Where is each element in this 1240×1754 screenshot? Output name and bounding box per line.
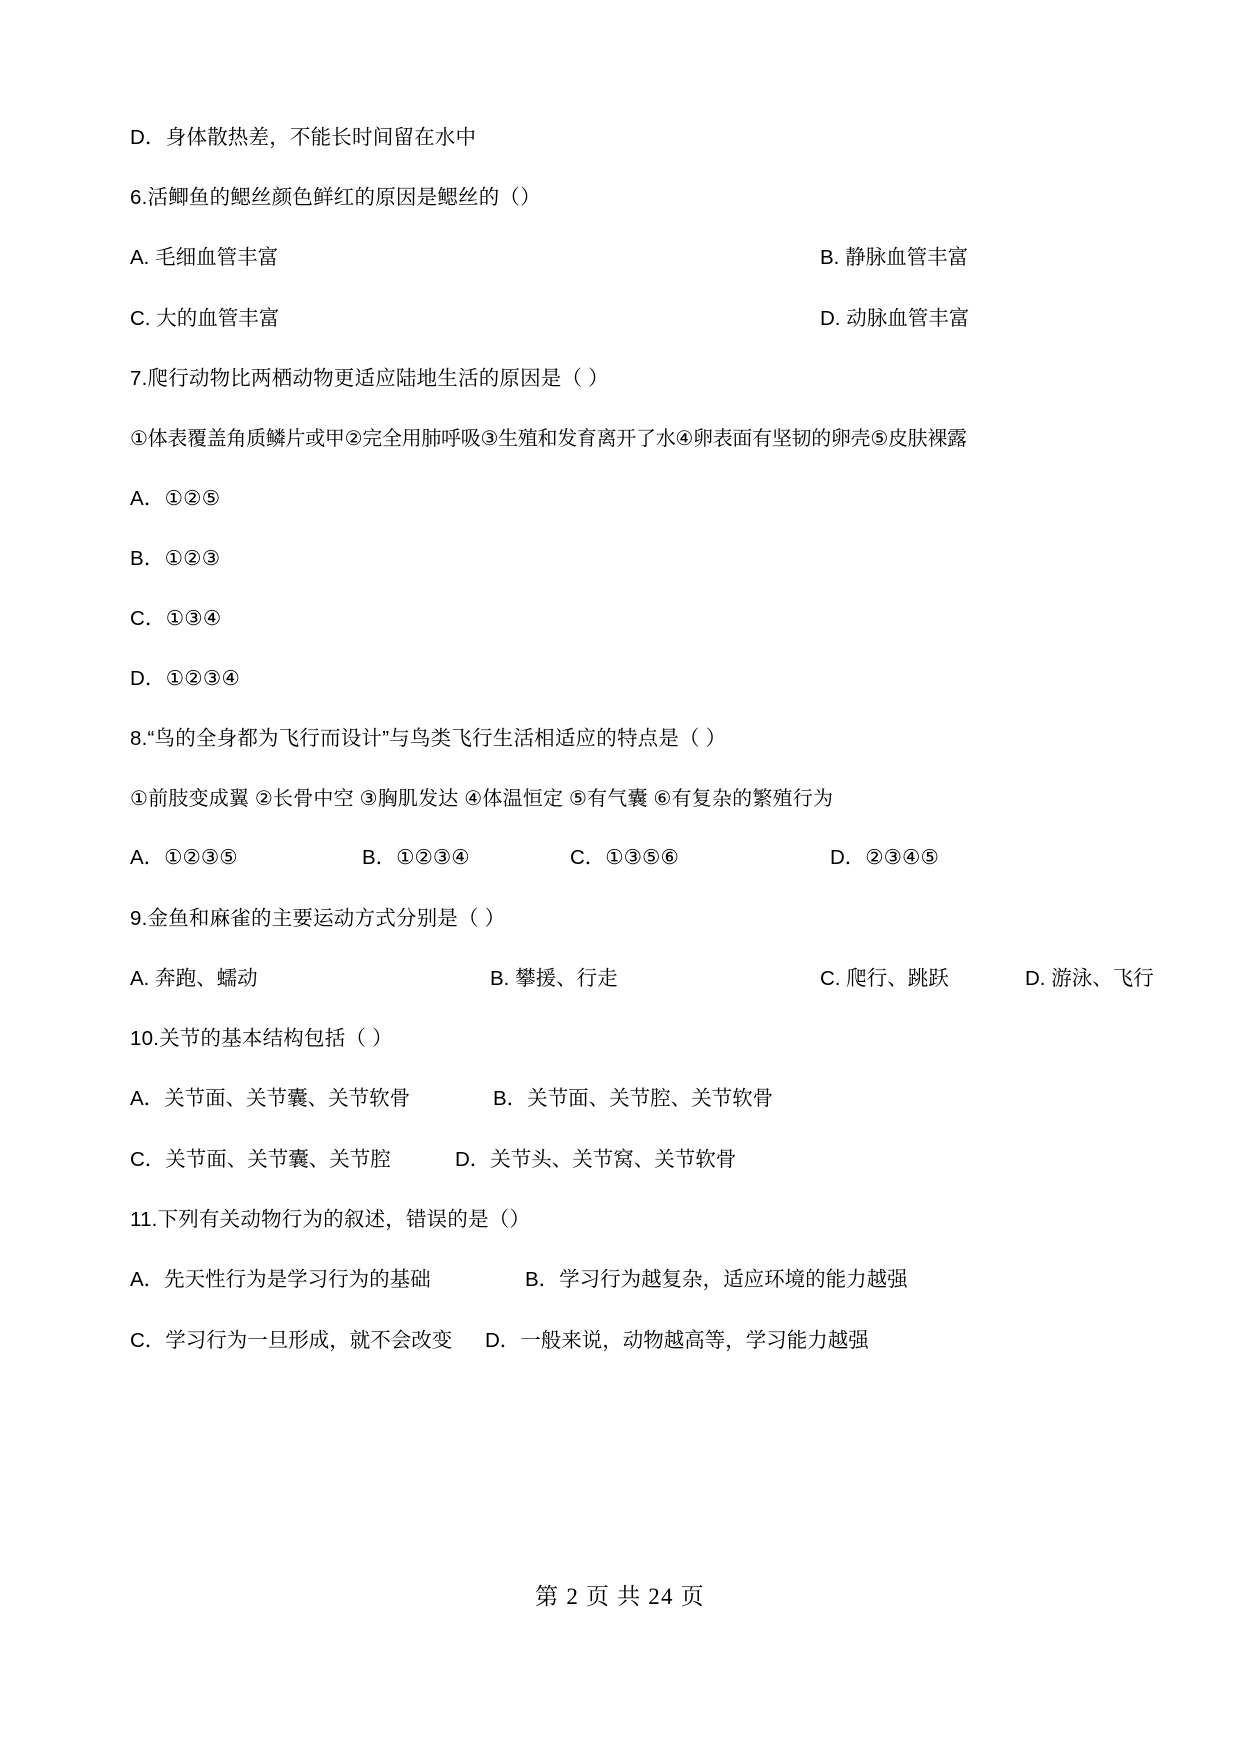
question-8-stem: 8.“鸟的全身都为飞行而设计”与鸟类飞行生活相适应的特点是（ ） bbox=[130, 726, 727, 750]
question-8-option-d: D．②③④⑤ bbox=[830, 846, 939, 869]
question-11-options-row-2 bbox=[130, 1328, 1110, 1352]
question-10-option-b: B．关节面、关节腔、关节软骨 bbox=[493, 1087, 774, 1110]
question-7-option-d: D．①②③④ bbox=[130, 666, 241, 690]
question-10-options-row-1 bbox=[130, 1089, 1110, 1110]
question-6-option-b: B. 静脉血管丰富 bbox=[820, 246, 969, 269]
question-7-items: ①体表覆盖角质鳞片或甲②完全用肺呼吸③生殖和发育离开了水④卵表面有坚韧的卵壳⑤皮肤裸露 bbox=[130, 428, 967, 450]
question-10-option-c: C．关节面、关节囊、关节腔 bbox=[130, 1147, 391, 1171]
question-10-options-row-2 bbox=[130, 1147, 1110, 1171]
question-10-option-a: A．关节面、关节囊、关节软骨 bbox=[130, 1087, 411, 1110]
question-9-stem: 9.金鱼和麻雀的主要运动方式分别是（ ） bbox=[130, 906, 506, 930]
question-11-options-row-1 bbox=[130, 1270, 1110, 1291]
question-6-option-d: D. 动脉血管丰富 bbox=[820, 306, 970, 330]
question-6-option-a: A. 毛细血管丰富 bbox=[130, 246, 279, 269]
question-6-stem: 6.活鲫鱼的鳃丝颜色鲜红的原因是鳃丝的（） bbox=[130, 186, 541, 209]
question-8-option-a: A．①②③⑤ bbox=[130, 846, 238, 869]
page-footer: 第 2 页 共 24 页 bbox=[535, 1584, 705, 1609]
question-9-options-row bbox=[130, 966, 1154, 990]
question-11-option-a: A．先天性行为是学习行为的基础 bbox=[130, 1268, 431, 1291]
question-6-options-row-2 bbox=[130, 306, 1110, 330]
question-7-option-c: C．①③④ bbox=[130, 606, 222, 630]
question-10-stem: 10.关节的基本结构包括（ ） bbox=[130, 1027, 393, 1050]
question-7-option-b: B．①②③ bbox=[130, 546, 221, 570]
question-10-option-d: D．关节头、关节窝、关节软骨 bbox=[455, 1147, 737, 1171]
question-6-option-c: C. 大的血管丰富 bbox=[130, 306, 280, 330]
question-8-option-b: B．①②③④ bbox=[362, 846, 470, 869]
question-11-option-c: C．学习行为一旦形成，就不会改变 bbox=[130, 1328, 453, 1352]
question-9-option-d: D. 游泳、飞行 bbox=[1025, 966, 1154, 990]
question-5-option-d: D．身体散热差，不能长时间留在水中 bbox=[130, 126, 477, 149]
page-content bbox=[130, 126, 1154, 1352]
question-11-option-d: D．一般来说，动物越高等，学习能力越强 bbox=[485, 1328, 869, 1352]
question-8-items: ①前肢变成翼 ②长骨中空 ③胸肌发达 ④体温恒定 ⑤有气囊 ⑥有复杂的繁殖行为 bbox=[130, 787, 834, 810]
question-8-options-row bbox=[130, 848, 1110, 869]
question-11-stem: 11.下列有关动物行为的叙述，错误的是（） bbox=[130, 1208, 531, 1231]
question-11-option-b: B．学习行为越复杂，适应环境的能力越强 bbox=[525, 1268, 908, 1291]
question-9-option-b: B. 攀援、行走 bbox=[490, 966, 618, 990]
question-9-option-a: A. 奔跑、蠕动 bbox=[130, 966, 258, 990]
question-7-stem: 7.爬行动物比两栖动物更适应陆地生活的原因是（ ） bbox=[130, 367, 609, 390]
question-8-option-c: C．①③⑤⑥ bbox=[570, 846, 679, 869]
question-6-options-row-1 bbox=[130, 248, 1110, 269]
question-9-option-c: C. 爬行、跳跃 bbox=[820, 966, 949, 990]
question-7-option-a: A．①②⑤ bbox=[130, 486, 221, 510]
